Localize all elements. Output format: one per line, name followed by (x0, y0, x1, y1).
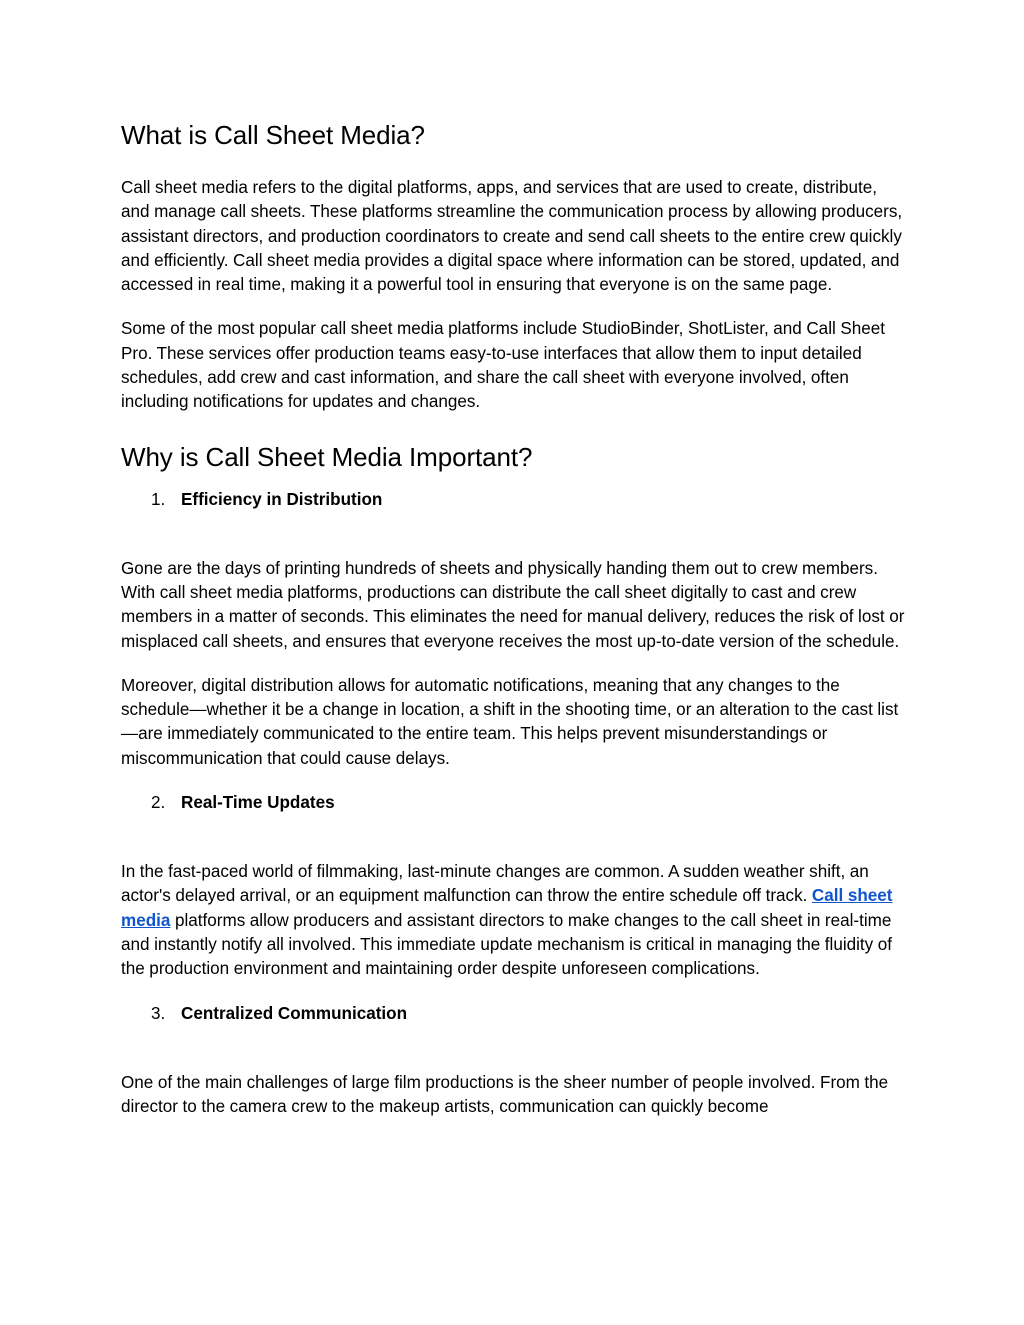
paragraph-real-time-updates (121, 860, 906, 981)
heading-what-is-call-sheet-media: What is Call Sheet Media? (121, 120, 425, 150)
document-page (121, 118, 906, 1139)
list-number: 2. (151, 793, 166, 813)
call-sheet-media-link[interactable]: Call sheet media (121, 886, 893, 930)
list-number: 3. (151, 1003, 166, 1023)
heading-why-important: Why is Call Sheet Media Important? (121, 441, 533, 472)
paragraph-popular-platforms: Some of the most popular call sheet media platforms include StudioBinder, ShotLister, and Call Sheet Pro. These services offer production teams easy-to-use interfaces that allow them to input detailed schedules, add crew and cast information, and share the call sheet with everyone involved, often including notifications for updates and changes. (121, 319, 886, 412)
paragraph-efficiency-1: Gone are the days of printing hundreds of sheets and physically handing them out to crew members. With call sheet media platforms, productions can distribute the call sheet digitally to cast and crew members in a matter of seconds. This eliminates the need for manual delivery, reduces the risk of lost or misplaced call sheets, and ensures that everyone receives the most up-to-date version of the schedule. (121, 558, 905, 651)
paragraph-centralized-communication: One of the main challenges of large film productions is the sheer number of people involved. From the director to the camera crew to the makeup artists, communication can quickly become (121, 1072, 889, 1116)
text-run: platforms allow producers and assistant directors to make changes to the call sheet in real-time and instantly notify all involved. This immediate update mechanism is critical in managing the fluidity of the production environment and maintaining order despite unforeseen complications. (121, 910, 893, 979)
text-run: In the fast-paced world of filmmaking, last-minute changes are common. A sudden weather shift, an actor's delayed arrival, or an equipment malfunction can throw the entire schedule off track. (121, 862, 869, 906)
list-item-title: Real-Time Updates (181, 793, 335, 813)
list-item-efficiency (121, 488, 906, 512)
paragraph-definition: Call sheet media refers to the digital platforms, apps, and services that are used to create, distribute, and manage call sheets. These platforms streamline the communication process by allowing producers, assistant directors, and production coordinators to create and send call sheets to the entire crew quickly and efficiently. Call sheet media provides a digital space where information can be stored, updated, and accessed in real time, making it a powerful tool in ensuring that everyone is on the same page. (121, 178, 903, 295)
list-number: 1. (151, 489, 166, 509)
list-item-centralized-communication (121, 1002, 906, 1026)
list-item-title: Efficiency in Distribution (181, 489, 383, 509)
paragraph-efficiency-2: Moreover, digital distribution allows for automatic notifications, meaning that any changes to the schedule—whether it be a change in location, a shift in the shooting time, or an alteration to the cast list—are immediately communicated to the entire team. This helps prevent misunderstandings or miscommunication that could cause delays. (121, 675, 899, 768)
list-item-real-time-updates (121, 791, 906, 815)
list-item-title: Centralized Communication (181, 1003, 408, 1023)
